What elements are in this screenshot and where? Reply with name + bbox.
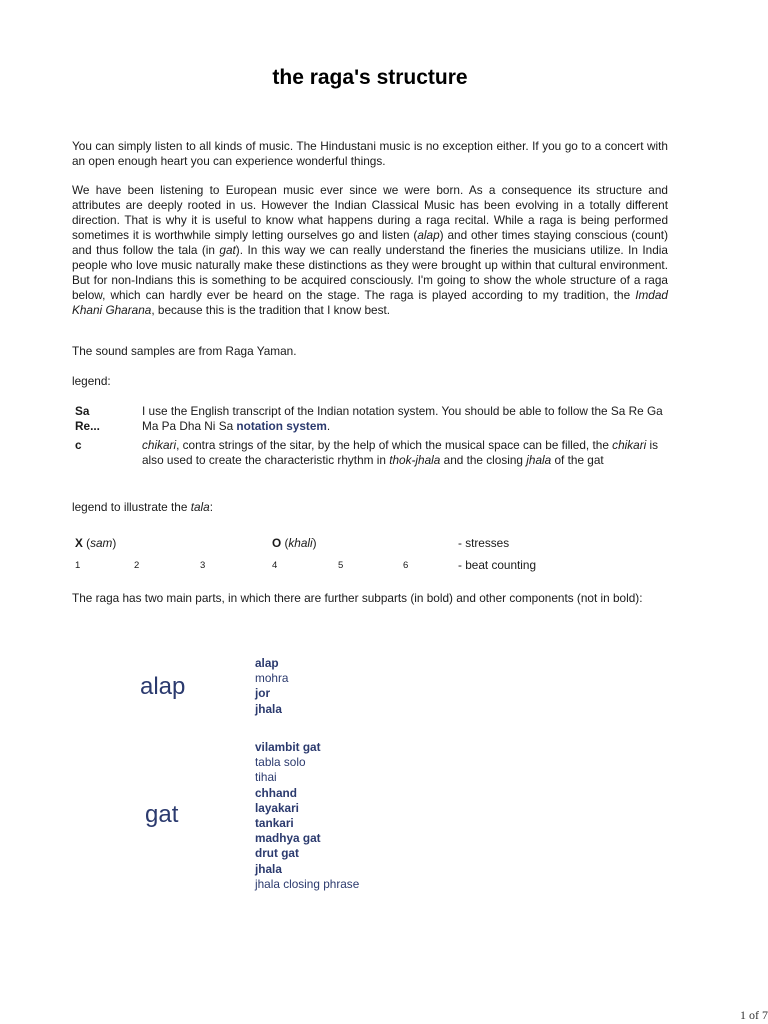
notation-system-link[interactable]: notation system — [236, 419, 327, 433]
legend-key-sa-re: Sa Re... — [75, 404, 100, 433]
chikari-term-1: chikari — [142, 438, 177, 452]
legend-desc-chikari — [142, 438, 668, 468]
jhala-term: jhala — [526, 453, 552, 467]
page-number: 1 of 7 — [740, 1008, 768, 1022]
gat-subpart: madhya gat — [255, 831, 321, 846]
alap-subparts-list — [255, 656, 288, 717]
para2-alap: alap — [417, 228, 440, 242]
gat-subpart: tankari — [255, 816, 294, 831]
para2-gharana: Imdad Khani Gharana — [72, 288, 668, 317]
para2-text-1: We have been listening to European music ever since we were born. As a consequence its structure and attributes are deeply rooted in us. However the Indian Classical Music has been evolving in a totally different direction. That is why it is useful to know what happens during a raga recital. While a raga is being performed sometimes it is worthwhile simply letting ourselves go and listen ( — [72, 183, 668, 242]
gat-subpart: layakari — [255, 800, 299, 815]
gat-heading: gat — [145, 801, 179, 828]
legend-key-c: c — [75, 438, 82, 452]
tala-sam-label: sam — [90, 536, 113, 550]
european-music-paragraph — [72, 183, 668, 318]
beat-6: 6 — [403, 560, 409, 571]
samples-note: The sound samples are from Raga Yaman. — [72, 344, 297, 358]
legend-label: legend: — [72, 374, 111, 388]
gat-component: tabla solo — [255, 755, 306, 770]
tala-term: tala — [190, 500, 210, 514]
chikari-text-3: and the closing — [440, 453, 527, 467]
chikari-term-2: chikari — [612, 438, 647, 452]
alap-subpart: jor — [255, 686, 271, 701]
parts-intro: The raga has two main parts, in which there are further subparts (in bold) and other components (not in bold): — [72, 591, 643, 605]
para2-text-4: , because this is the tradition that I know best. — [151, 303, 391, 317]
tala-legend-text: legend to illustrate the — [72, 500, 191, 514]
page-title: the raga's structure — [272, 66, 468, 89]
beat-1: 1 — [75, 560, 81, 571]
para2-text-2: ) and other times staying conscious (count) and thus follow the tala (in — [72, 228, 669, 257]
tala-x-mark: X — [75, 536, 83, 550]
beat-4: 4 — [272, 560, 278, 571]
gat-subpart: jhala — [255, 861, 282, 876]
tala-sam: X (sam) — [75, 536, 117, 550]
chikari-text-2: is also used to create the characteristic rhythm in — [142, 438, 659, 467]
chikari-text-4: of the gat — [551, 453, 604, 467]
beat-3: 3 — [200, 560, 206, 571]
legend-notation-text: I use the English transcript of the Indian notation system. You should be able to follow the Sa Re Ga Ma Pa Dha Ni Sa — [142, 404, 663, 433]
legend-notation-end: . — [326, 419, 331, 433]
alap-heading: alap — [140, 673, 186, 700]
gat-component: tihai — [255, 770, 277, 785]
tala-legend-label — [72, 500, 213, 515]
gat-subpart: chhand — [255, 785, 297, 800]
tala-khali: O (khali) — [272, 536, 317, 550]
gat-subpart: vilambit gat — [255, 740, 321, 754]
tala-stresses: - stresses — [458, 536, 510, 550]
tala-khali-label: khali — [288, 536, 313, 550]
para2-gat: gat — [219, 243, 236, 257]
legend-desc-notation — [142, 404, 668, 434]
gat-subpart: drut gat — [255, 846, 299, 861]
thok-jhala-term: thok-jhala — [389, 453, 441, 467]
alap-subpart: jhala — [255, 701, 282, 716]
tala-legend-colon: : — [209, 500, 214, 514]
beat-2: 2 — [134, 560, 140, 571]
chikari-text-1: , contra strings of the sitar, by the help of which the musical space can be filled, the — [176, 438, 613, 452]
para2-text-3: ). In this way we can really understand the fineries the musicians utilize. In India people who love music naturally make these distinctions as they were brought up within that cultural environment. But for non-Indians this is something to be acquired consciously. I'm going to show the whole structure of a raga below, which can hardly ever be heard on the stage. The raga is played according to my tradition, the — [72, 243, 668, 302]
tala-o-mark: O — [272, 536, 282, 550]
intro-paragraph: You can simply listen to all kinds of music. The Hindustani music is no exception either. If you go to a concert with an open enough heart you can experience wonderful things. — [72, 139, 668, 168]
tala-beat-counting: - beat counting — [458, 558, 537, 572]
alap-component: mohra — [255, 671, 289, 686]
beat-5: 5 — [338, 560, 344, 571]
alap-subpart: alap — [255, 656, 279, 670]
gat-subparts-list — [255, 740, 359, 892]
gat-component: jhala closing phrase — [255, 876, 360, 891]
